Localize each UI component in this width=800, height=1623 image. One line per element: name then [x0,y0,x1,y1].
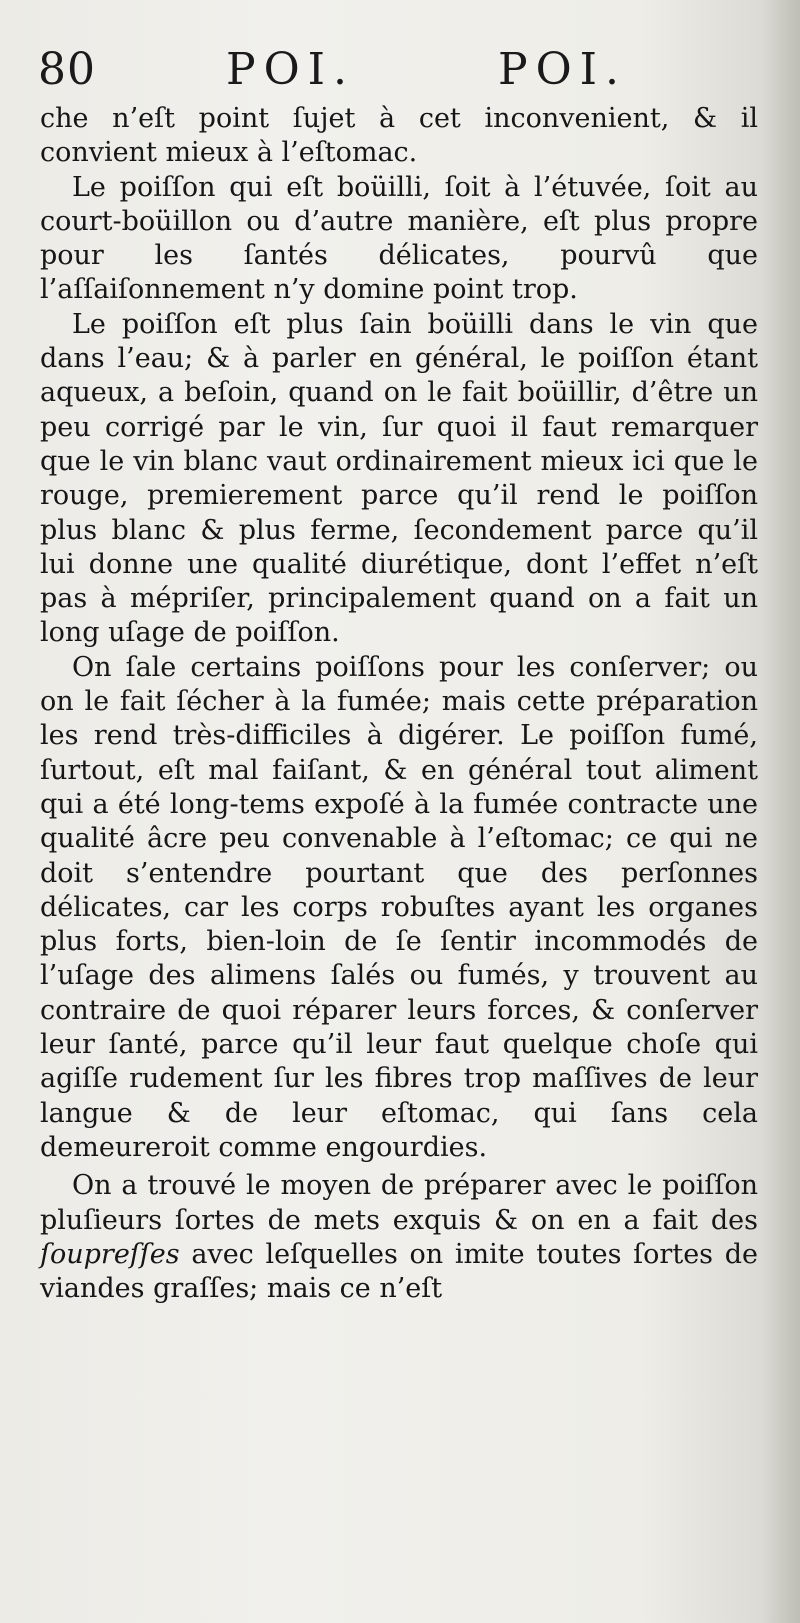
paragraph-salted-smoked-fish: On ſale certains poiſſons pour les conſerver; ou on le fait ſécher à la fumée; mais cette préparation les rend très-difficiles à digérer. Le poiſſon fumé, ſurtout, eſt mal faiſant, & en général tout aliment qui a été long-tems expoſé à la fumée contracte une qualité âcre peu convenable à l’eſtomac; ce qui ne doit s’entendre pourtant que des perſonnes délicates, car les corps robuſtes ayant les organes plus forts, bien-loin de ſe ſentir incommodés de l’uſage des alimens ſalés ou fumés, y trouvent au contraire de quoi réparer leurs forces, & conſerver leur ſanté, parce qu’il leur faut quelque choſe qui agiſſe rudement ſur les fibres trop maſſives de leur langue & de leur eſtomac, qui ſans cela demeureroit comme engourdies. [40,651,758,1163]
page-header [38,44,748,104]
running-head-right: POI. [498,44,628,95]
italic-term-soupresses: ſoupreſſes [40,1238,180,1270]
body-text [40,102,758,1306]
paragraph-soupresses [40,1169,758,1306]
paragraph-soupresses-text-before: On a trouvé le moyen de préparer avec le poiſſon pluſieurs ſortes de mets exquis & on en a fait des [40,1170,758,1236]
paragraph-soupresses-text-after: avec leſquelles on imite toutes ſortes de viandes graſſes; mais ce n’eſt [40,1238,758,1305]
paragraph-boiled-fish: Le poiſſon qui eſt boüilli, ſoit à l’étuvée, ſoit au court-boüillon ou d’autre manière, eſt plus propre pour les ſantés délicates, pourvû que l’aſſaiſonnement n’y domine point trop. [40,171,758,306]
page-edge-shadow [762,0,800,1623]
paragraph-wine-boiling: Le poiſſon eſt plus ſain boüilli dans le vin que dans l’eau; & à parler en général, le poiſſon étant aqueux, a beſoin, quand on le fait boüillir, d’être un peu corrigé par le vin, ſur quoi il faut remarquer que le vin blanc vaut ordinairement mieux ici que le rouge, premierement parce qu’il rend le poiſſon plus blanc & plus ferme, ſecondement parce qu’il lui donne une qualité diurétique, dont l’effet n’eſt pas à mépriſer, principalement quand on a fait un long uſage de poiſſon. [40,308,758,649]
running-head-left: POI. [226,44,356,95]
paragraph-continuation: che n’eſt point ſujet à cet inconvenient, & il convient mieux à l’eſtomac. [40,103,758,169]
page-number: 80 [38,44,96,95]
